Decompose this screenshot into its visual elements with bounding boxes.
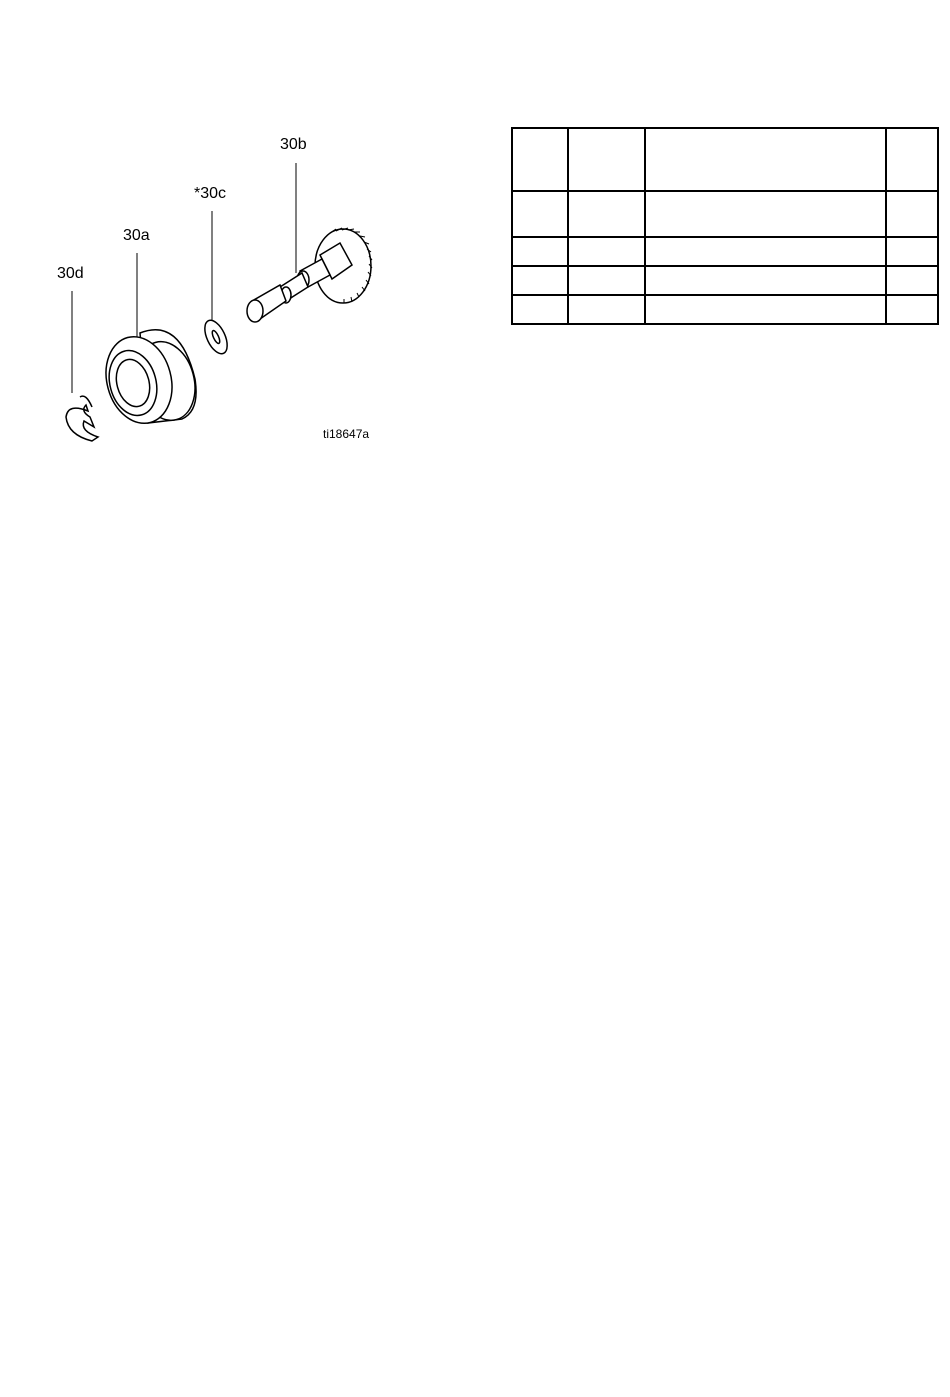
table-cell	[886, 295, 938, 324]
table-cell	[512, 237, 568, 266]
table-row	[512, 266, 938, 295]
table-cell	[568, 237, 645, 266]
header-cell	[568, 128, 645, 191]
table-cell	[568, 295, 645, 324]
knurled-stem-part	[247, 228, 372, 322]
parts-table	[511, 127, 939, 325]
exploded-view-drawing	[40, 125, 400, 455]
table-row	[512, 295, 938, 324]
e-clip-part	[66, 396, 98, 441]
table-cell	[886, 266, 938, 295]
table-row	[512, 237, 938, 266]
header-cell	[512, 128, 568, 191]
header-cell	[886, 128, 938, 191]
table-cell	[568, 191, 645, 237]
table-cell	[886, 237, 938, 266]
figure-id-label: ti18647a	[323, 427, 370, 441]
nut-part	[97, 329, 204, 431]
callout-30a: 30a	[123, 227, 150, 244]
header-cell	[645, 128, 886, 191]
washer-part	[200, 317, 232, 357]
table-cell	[512, 266, 568, 295]
table-row	[512, 191, 938, 237]
table-cell	[512, 191, 568, 237]
callout-30c: *30c	[194, 185, 227, 202]
table-cell	[568, 266, 645, 295]
table-cell	[645, 266, 886, 295]
table-cell	[645, 295, 886, 324]
table-cell	[645, 191, 886, 237]
callout-30d: 30d	[57, 265, 84, 282]
table-cell	[512, 295, 568, 324]
callout-30b: 30b	[280, 136, 307, 153]
parts-table-header-row	[512, 128, 938, 191]
exploded-view-figure	[40, 125, 400, 455]
table-cell	[886, 191, 938, 237]
table-cell	[645, 237, 886, 266]
